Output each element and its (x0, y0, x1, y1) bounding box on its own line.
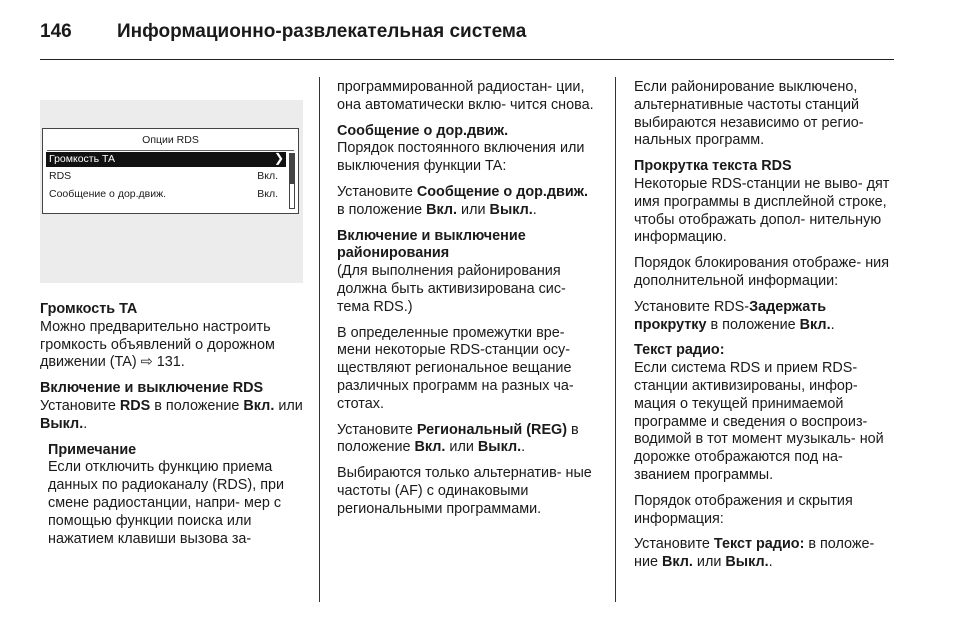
screen-row-value: Вкл. (257, 188, 278, 200)
screen-row-value: Вкл. (257, 170, 278, 182)
screen-row-label: Сообщение о дор.движ. (49, 188, 167, 200)
paragraph: Установите RDS-Задержать прокрутку в положение Вкл.. (634, 298, 835, 333)
section-heading: Громкость TA (40, 301, 138, 317)
page-title: Информационно-развлекательная система (117, 21, 527, 42)
section-heading: Включение и выключение районирования (337, 227, 526, 262)
chevron-right-icon: ❯ (273, 151, 284, 165)
header-rule (40, 59, 894, 60)
page-number: 146 (40, 21, 72, 42)
paragraph: Установите Региональный (REG) в положение Вкл. или Выкл.. (337, 421, 579, 456)
screen-row-label: RDS (49, 170, 72, 182)
screen-title: Опции RDS (142, 134, 199, 146)
screen-row-rds (46, 169, 286, 184)
column-divider (319, 77, 320, 602)
section-heading: Прокрутка текста RDS (634, 158, 792, 175)
paragraph: Установите Сообщение о дор.движ. в положение Вкл. или Выкл.. (337, 183, 588, 218)
rds-screen-image (40, 100, 303, 283)
screen-row-traffic (46, 187, 286, 202)
section-heading: Включение и выключение RDS (40, 380, 264, 397)
paragraph: Некоторые RDS-станции не выво- дят имя программы в дисплейной строке, чтобы отображать допол- нительную информацию. (634, 175, 890, 246)
screen-scrollbar (289, 153, 295, 209)
paragraph: Порядок блокирования отображе- ния дополнительной информации: (634, 255, 890, 289)
column-3 (634, 79, 896, 580)
column-divider (615, 77, 616, 602)
paragraph: Порядок постоянного включения или выключения функции TA: (337, 140, 585, 175)
paragraph: Установите Текст радио: в положе- ние Вкл. или Выкл.. (634, 536, 875, 571)
section-heading: Сообщение о дор.движ. (337, 122, 509, 139)
note-heading: Примечание (48, 441, 137, 458)
paragraph: Если районирование выключено, альтернативные частоты станций выбираются независимо от регио- нальных программ. (634, 79, 864, 149)
page-header (40, 20, 914, 50)
scroll-thumb (290, 154, 294, 184)
paragraph: (Для выполнения районирования должна быть активизирована сис- тема RDS.) (337, 263, 566, 315)
section-heading: Текст радио: (634, 342, 725, 359)
paragraph: программированной радиостан- ции, она автоматически вклю- чится снова. (337, 79, 594, 113)
screen-separator (47, 150, 294, 151)
screen-row-ta-volume (46, 152, 286, 167)
column-1 (40, 301, 304, 556)
rds-options-screen (42, 128, 299, 214)
screen-row-label: Громкость ТА (49, 153, 116, 165)
paragraph: Можно предварительно настроить громкость объявлений о дорожном движении (TA) ⇨ 131. (40, 318, 275, 371)
paragraph: Выбираются только альтернатив- ные частоты (AF) с одинаковыми региональными программами. (337, 465, 592, 517)
column-2 (337, 79, 599, 527)
note-box (48, 442, 304, 549)
note-text: Если отключить функцию приема данных по радиоканалу (RDS), при смене радиостанции, напри- мер с помощью функции поиска или нажатием клавиши вызова за- (48, 459, 285, 547)
paragraph: Установите RDS в положение Вкл. или Выкл.. (40, 397, 303, 432)
paragraph: Если система RDS и прием RDS- станции активизированы, инфор- мация о текущей принимаемой программе и сведения о воспроиз- водимой в тот момент музыкаль- ной дорожке отображаются под на- званием программы. (634, 360, 884, 483)
paragraph: Порядок отображения и скрытия информация: (634, 492, 853, 527)
paragraph: В определенные промежутки вре- мени некоторые RDS-станции осу- ществляют региональное вещание различных программ на разных ча- стотах. (337, 324, 574, 412)
